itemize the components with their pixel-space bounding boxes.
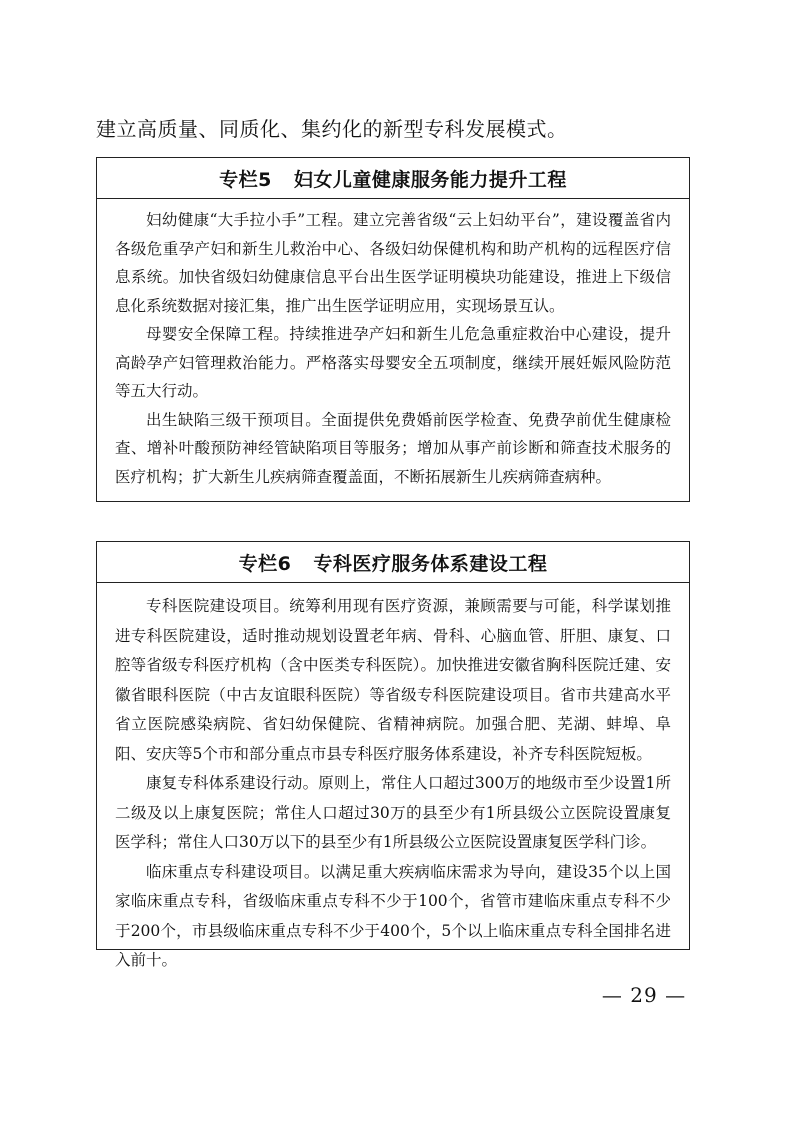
box-heading: 专科医疗服务体系建设工程 xyxy=(313,552,548,575)
intro-text: 建立高质量、同质化、集约化的新型专科发展模式。 xyxy=(96,117,568,141)
paragraph: 妇幼健康“大手拉小手”工程。建立完善省级“云上妇幼平台”，建设覆盖省内各级危重孕产妇和新生儿救治中心、各级妇幼保健机构和助产机构的远程医疗信息系统。加快省级妇幼健康信息平台出生医学证明模块功能建设，推进上下级信息化系统数据对接汇集，推广出生医学证明应用，实现场景互认。 xyxy=(115,211,671,315)
box-title xyxy=(97,158,689,199)
box-body xyxy=(97,199,689,491)
box-body xyxy=(97,583,689,976)
paragraph: 母婴安全保障工程。持续推进孕产妇和新生儿危急重症救治中心建设，提升高龄孕产妇管理救治能力。严格落实母婴安全五项制度，继续开展妊娠风险防范等五大行动。 xyxy=(115,325,671,400)
box-label: 专栏5 xyxy=(219,168,272,191)
paragraph: 康复专科体系建设行动。原则上，常住人口超过300万的地级市至少设置1所二级及以上康复医院；常住人口超过30万的县至少有1所县级公立医院设置康复医学科；常住人口30万以下的县至少有1所县级公立医院设置康复医学科门诊。 xyxy=(115,774,671,851)
paragraph: 临床重点专科建设项目。以满足重大疾病临床需求为导向，建设35个以上国家临床重点专科，省级临床重点专科不少于100个，省管市建临床重点专科不少于200个，市县级临床重点专科不少于400个，5个以上临床重点专科全国排名进入前十。 xyxy=(115,862,671,969)
box-title xyxy=(97,542,689,583)
box-heading: 妇女儿童健康服务能力提升工程 xyxy=(293,168,567,191)
sidebar-box-5 xyxy=(96,157,690,502)
page-number: — 29 — xyxy=(601,983,687,1007)
paragraph: 出生缺陷三级干预项目。全面提供免费婚前医学检查、免费孕前优生健康检查、增补叶酸预防神经管缺陷项目等服务；增加从事产前诊断和筛查技术服务的医疗机构；扩大新生儿疾病筛查覆盖面，不断拓展新生儿疾病筛查病种。 xyxy=(115,410,671,486)
sidebar-box-6 xyxy=(96,541,690,969)
paragraph: 专科医院建设项目。统筹利用现有医疗资源，兼顾需要与可能，科学谋划推进专科医院建设，适时推动规划设置老年病、骨科、心脑血管、肝胆、康复、口腔等省级专科医疗机构（含中医类专科医院）。加快推进安徽省胸科医院迁建、安徽省眼科医院（中古友谊眼科医院）等省级专科医院建设项目。省市共建高水平省立医院感染病院、省妇幼保健院、省精神病院。加强合肥、芜湖、蚌埠、阜阳、安庆等5个市和部分重点市县专科医疗服务体系建设，补齐专科医院短板。 xyxy=(115,597,671,763)
box-label: 专栏6 xyxy=(238,552,292,575)
